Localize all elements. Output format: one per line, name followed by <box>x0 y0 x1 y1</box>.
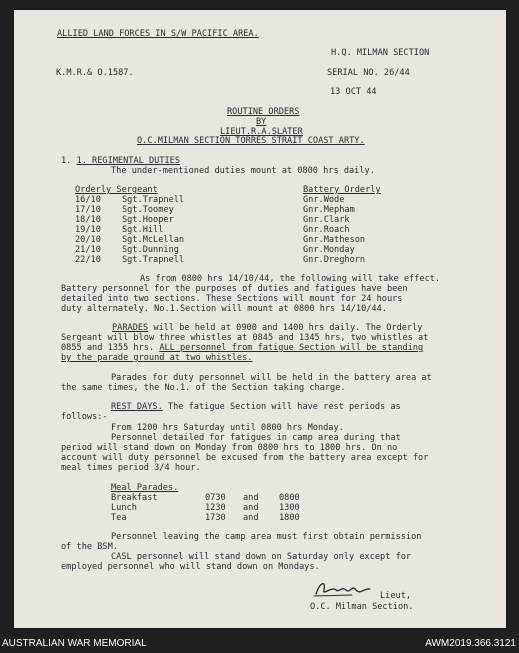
rest-days-line: Personnel detailed for fatigues in camp area during that <box>111 433 401 443</box>
roster-sergeant: Sgt.McLellan <box>122 235 185 245</box>
serial-number: SERIAL NO. 26/44 <box>327 68 410 78</box>
section-intro: The under-mentioned duties mount at 0800 hrs daily. <box>111 166 375 176</box>
para1-line: As from 0800 hrs 14/10/44, the following will take effect. <box>140 274 441 284</box>
roster-date: 19/10 <box>75 225 101 235</box>
title-line-1: ROUTINE ORDERS <box>227 107 300 117</box>
title-line-3: LIEUT.R.A.SLATER <box>220 127 303 137</box>
parades-label: PARADES <box>112 323 149 333</box>
rest-days-line <box>111 402 401 412</box>
parades-line: Sergeant will blow three whistles at 0845 and 1345 hrs, two whistles at <box>61 333 429 343</box>
parades-line <box>112 323 422 333</box>
parades-text: will be held at 0900 and 1400 hrs daily. The Orderly <box>148 323 423 333</box>
title-line-2: BY <box>256 117 267 127</box>
roster-orderly: Gnr.Roach <box>303 225 350 235</box>
roster-orderly: Gnr.Mepham <box>303 205 355 215</box>
roster-date: 21/10 <box>75 245 101 255</box>
meal-name: Lunch <box>111 503 137 513</box>
roster-date: 18/10 <box>75 215 101 225</box>
roster-sergeant: Sgt.Dunning <box>122 245 179 255</box>
col-header-sergeant: Orderly Sergeant <box>75 185 158 195</box>
meal-and: and <box>243 503 259 513</box>
rest-days-line: From 1200 hrs Saturday until 0800 hrs Monday. <box>111 423 344 433</box>
meal-start: 1730 <box>205 513 226 523</box>
document-page <box>14 10 506 628</box>
meal-and: and <box>243 513 259 523</box>
parades-emphasis: ALL personnel from fatigue Section will be standing <box>159 343 424 353</box>
roster-date: 20/10 <box>75 235 101 245</box>
rest-days-line: account will duty personnel be excused from the battery area except for <box>61 453 429 463</box>
roster-date: 17/10 <box>75 205 101 215</box>
roster-sergeant: Sgt.Trapnell <box>122 195 185 205</box>
closing-line: Personnel leaving the camp area must first obtain permission <box>111 532 422 542</box>
archive-caption: AUSTRALIAN WAR MEMORIAL <box>2 638 147 649</box>
closing-line: of the BSM. <box>61 542 118 552</box>
rest-days-line: period will stand down on Monday from 0800 hrs to 1800 hrs. On no <box>61 443 398 453</box>
roster-sergeant: Sgt.Trapnell <box>122 255 185 265</box>
rest-days-text: The fatigue Section will have rest periods as <box>162 402 401 412</box>
duty-parade-line: Parades for duty personnel will be held in the battery area at <box>111 373 432 383</box>
org-header: ALLIED LAND FORCES IN S/W PACIFIC AREA. <box>57 29 259 39</box>
roster-orderly: Gnr.Monday <box>303 245 355 255</box>
col-header-battery: Battery Orderly <box>303 185 381 195</box>
section-heading-text: 1. REGIMENTAL DUTIES <box>76 156 181 166</box>
meal-end: 0800 <box>279 493 300 503</box>
parades-line: by the parade ground at two whistles. <box>61 353 253 363</box>
meal-start: 1230 <box>205 503 226 513</box>
meal-end: 1300 <box>279 503 300 513</box>
roster-sergeant: Sgt.Toomey <box>122 205 174 215</box>
reference-number: K.M.R.& O.1587. <box>56 68 134 78</box>
para1-line: detailed into two sections. These Sections will mount for 24 hours <box>61 294 403 304</box>
roster-orderly: Gnr.Matheson <box>303 235 366 245</box>
parades-line <box>61 343 423 353</box>
para1-line: Battery personnel for the purposes of duties and fatigues have been <box>61 284 408 294</box>
roster-date: 16/10 <box>75 195 101 205</box>
signature-scrawl <box>312 578 374 600</box>
roster-orderly: Gnr.Clark <box>303 215 350 225</box>
section-heading: 1. 1. REGIMENTAL DUTIES <box>61 156 181 166</box>
closing-line: employed personnel who will stand down on Mondays. <box>61 562 320 572</box>
meal-start: 0730 <box>205 493 226 503</box>
signature-rank: Lieut, <box>380 591 412 601</box>
meal-end: 1800 <box>279 513 300 523</box>
roster-orderly: Gnr.Wode <box>303 195 345 205</box>
roster-date: 22/10 <box>75 255 101 265</box>
roster-sergeant: Sgt.Hooper <box>122 215 174 225</box>
title-line-4: O.C.MILMAN SECTION TORRES STRAIT COAST ARTY. <box>137 136 365 146</box>
rest-days-line: meal times period 3/4 hour. <box>61 463 201 473</box>
archive-id: AWM2019.366.3121 <box>425 638 516 649</box>
parades-text: 0855 and 1355 hrs. <box>61 343 160 353</box>
meal-and: and <box>243 493 259 503</box>
para1-line: duty alternately. No.1.Section will mount at 0800 hrs 14/10/44. <box>61 304 387 314</box>
meal-name: Breakfast <box>111 493 158 503</box>
order-date: 13 OCT 44 <box>330 87 377 97</box>
duty-parade-line: the same times, the No.1. of the Section taking charge. <box>61 383 346 393</box>
signature-role: O.C. Milman Section. <box>310 602 414 612</box>
roster-sergeant: Sgt.Hill <box>122 225 164 235</box>
meal-parades-heading: Meal Parades. <box>111 483 179 493</box>
rest-days-label: REST DAYS. <box>111 402 163 412</box>
roster-orderly: Gnr.Dreghorn <box>303 255 366 265</box>
meal-name: Tea <box>111 513 127 523</box>
closing-line: CASL personnel will stand down on Saturday only except for <box>111 552 412 562</box>
rest-days-line: follows:- <box>61 412 108 422</box>
hq-header: H.Q. MILMAN SECTION <box>331 48 430 58</box>
